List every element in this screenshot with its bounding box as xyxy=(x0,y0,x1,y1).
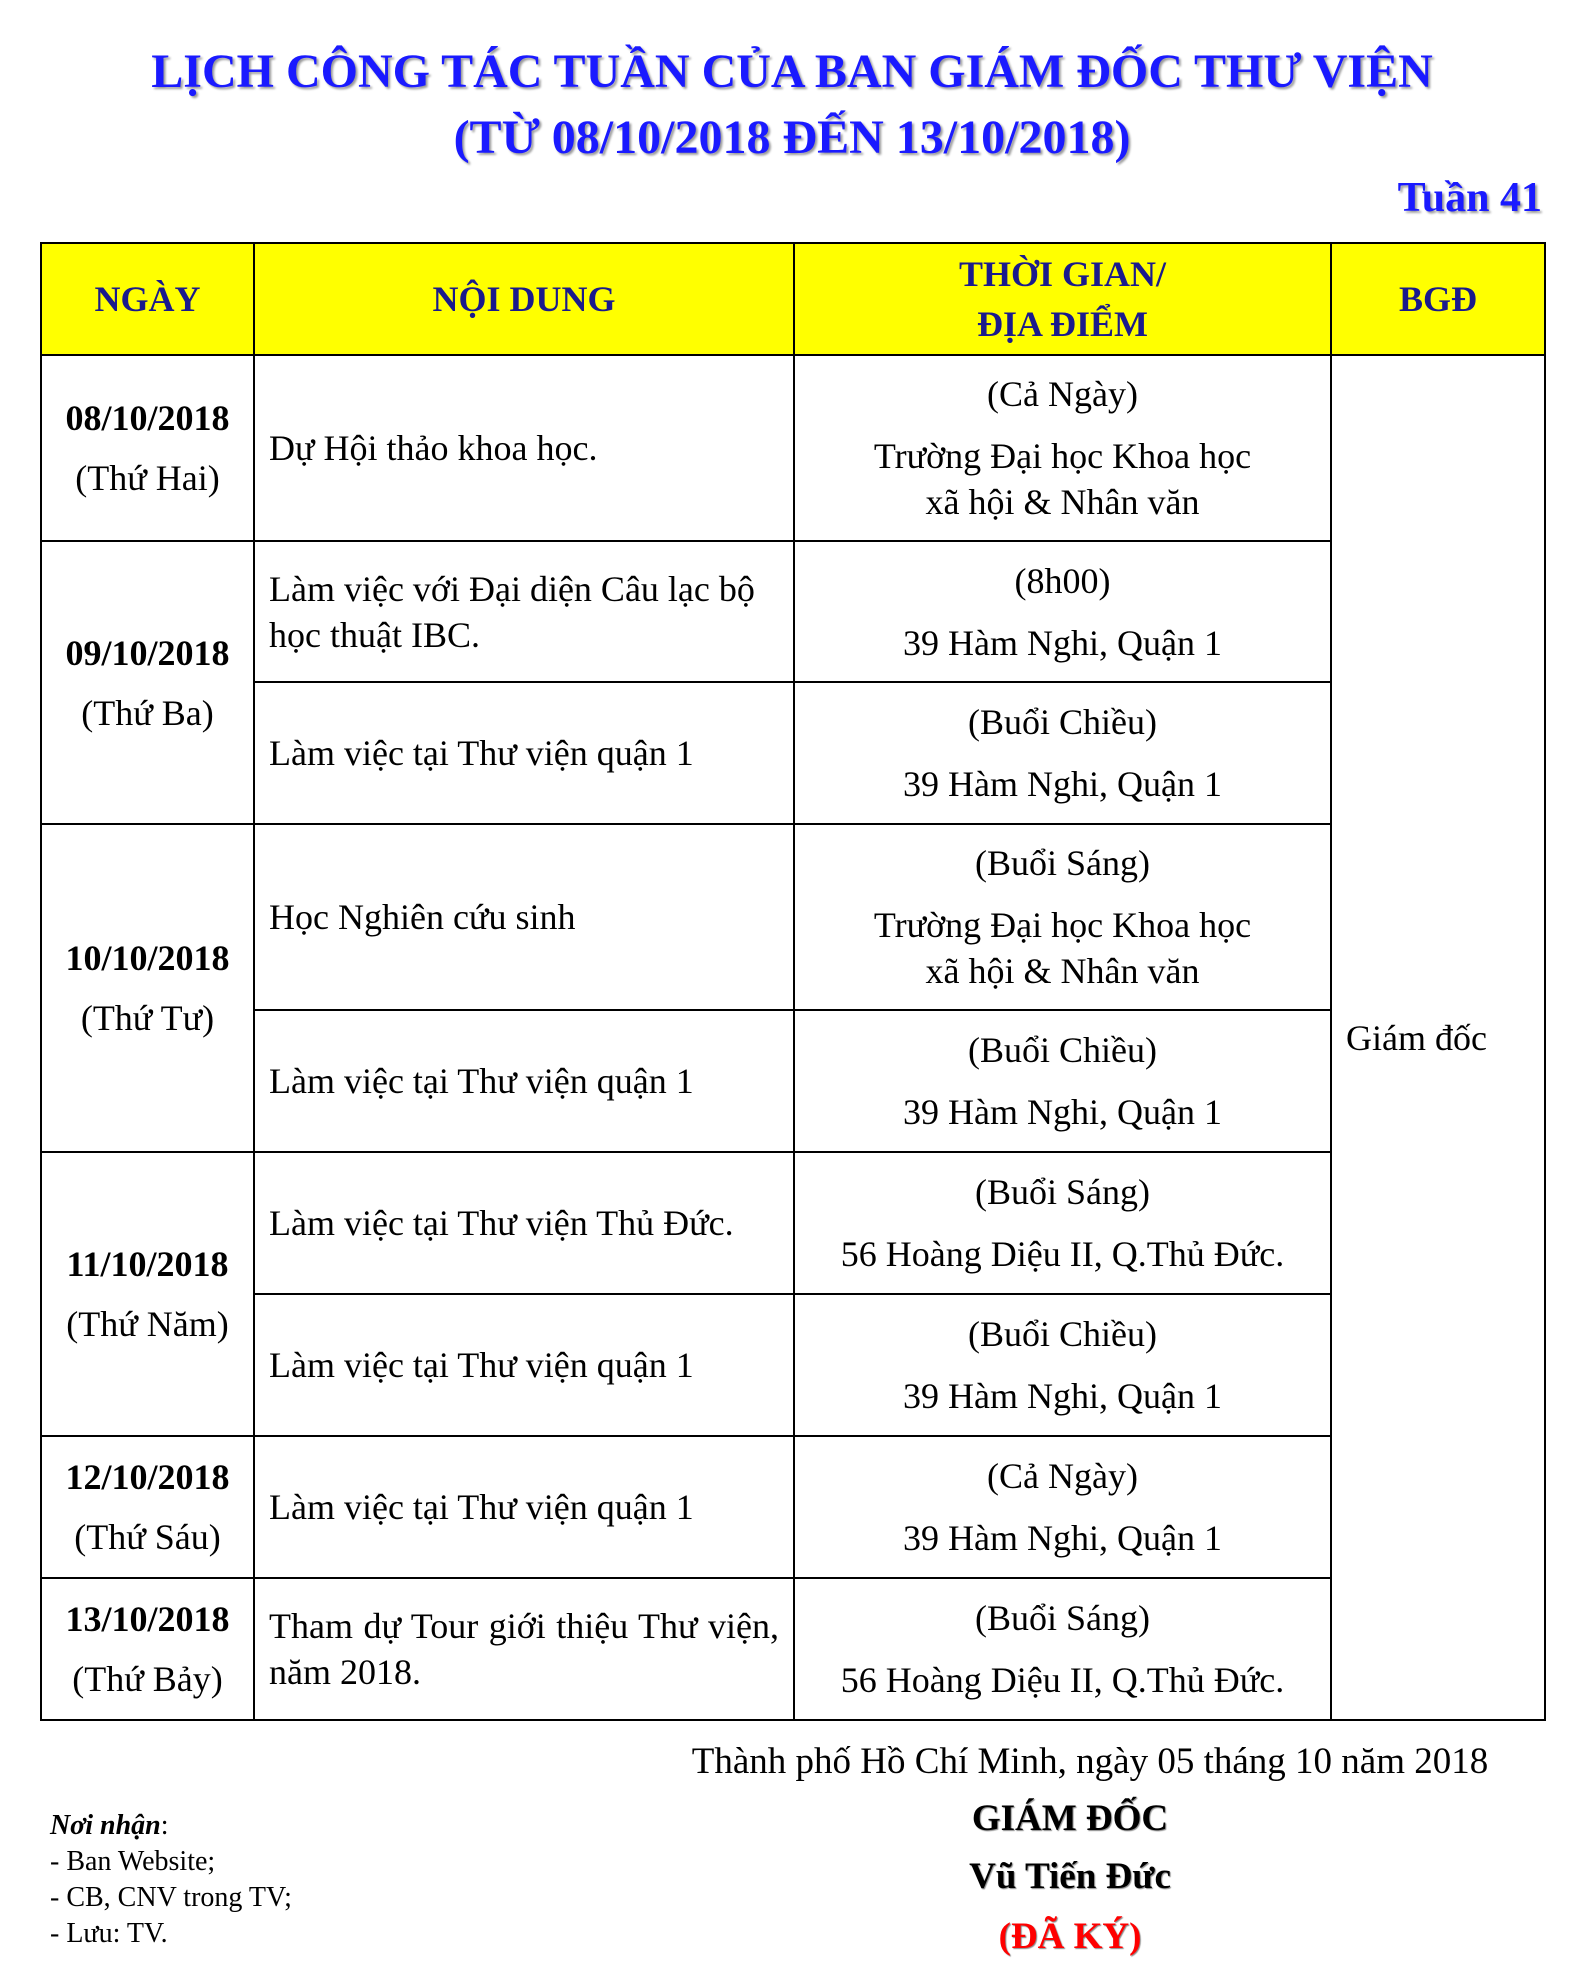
table-row xyxy=(41,1578,1545,1720)
header-time-place xyxy=(794,243,1331,355)
recipient-item: - Ban Website; xyxy=(50,1846,216,1877)
day-weekday: (Thứ Sáu) xyxy=(74,1517,221,1557)
entry-content: Học Nghiên cứu sinh xyxy=(254,824,794,1010)
entry-time: (Buổi Chiều) xyxy=(968,1314,1157,1354)
week-number: Tuần 41 xyxy=(1397,175,1542,221)
table-row xyxy=(41,682,1545,824)
entry-content: Làm việc tại Thư viện quận 1 xyxy=(254,682,794,824)
day-weekday: (Thứ Năm) xyxy=(66,1304,229,1344)
entry-content: Làm việc tại Thư viện quận 1 xyxy=(254,1294,794,1436)
entry-time: (Buổi Sáng) xyxy=(975,1172,1150,1212)
header-content: NỘI DUNG xyxy=(254,243,794,355)
schedule-table xyxy=(40,242,1546,1721)
signer-title: GIÁM ĐỐC xyxy=(971,1798,1169,1839)
day-date: 08/10/2018 xyxy=(65,398,230,438)
entry-time-place xyxy=(794,1436,1331,1578)
day-weekday: (Thứ Ba) xyxy=(81,692,214,733)
entry-time-place xyxy=(794,1294,1331,1436)
table-row xyxy=(41,824,1545,1010)
day-cell xyxy=(41,1578,254,1720)
document-date-range: (TỪ 08/10/2018 ĐẾN 13/10/2018) xyxy=(453,111,1131,164)
entry-content: Làm việc tại Thư viện quận 1 xyxy=(254,1010,794,1152)
day-cell xyxy=(41,1152,254,1436)
entry-time-place xyxy=(794,824,1331,1010)
table-row xyxy=(41,1152,1545,1294)
entry-time-place xyxy=(794,1010,1331,1152)
entry-time: (Buổi Sáng) xyxy=(975,843,1150,883)
table-row xyxy=(41,541,1545,682)
day-cell xyxy=(41,355,254,541)
entry-time: (Buổi Chiều) xyxy=(968,1030,1157,1070)
issue-date-line: Thành phố Hồ Chí Minh, ngày 05 tháng 10 năm 2018 xyxy=(691,1741,1489,1782)
entry-place: 39 Hàm Nghi, Quận 1 xyxy=(903,622,1222,663)
recipients-colon: : xyxy=(160,1810,169,1841)
day-date: 12/10/2018 xyxy=(65,1457,230,1497)
entry-content: Dự Hội thảo khoa học. xyxy=(254,355,794,541)
entry-time-place xyxy=(794,355,1331,541)
table-row xyxy=(41,355,1545,541)
recipients-heading: Nơi nhận xyxy=(50,1810,161,1841)
day-date: 09/10/2018 xyxy=(65,632,230,673)
entry-place: Trường Đại học Khoa học xã hội & Nhân văn xyxy=(873,436,1252,522)
entry-content: Làm việc tại Thư viện Thủ Đức. xyxy=(254,1152,794,1294)
document-title: LỊCH CÔNG TÁC TUẦN CỦA BAN GIÁM ĐỐC THƯ VIỆN xyxy=(151,45,1433,98)
entry-time: (Buổi Chiều) xyxy=(968,702,1157,742)
day-date: 13/10/2018 xyxy=(65,1599,230,1639)
signer-name: Vũ Tiến Đức xyxy=(969,1856,1171,1897)
table-header-row xyxy=(41,243,1545,355)
day-date: 10/10/2018 xyxy=(65,938,230,978)
day-cell xyxy=(41,1436,254,1578)
recipient-item: - Lưu: TV. xyxy=(50,1918,168,1949)
day-weekday: (Thứ Bảy) xyxy=(72,1659,223,1699)
table-row xyxy=(41,1010,1545,1152)
day-weekday: (Thứ Tư) xyxy=(80,998,215,1038)
entry-time-place xyxy=(794,541,1331,682)
entry-place: 56 Hoàng Diệu II, Q.Thủ Đức. xyxy=(840,1234,1285,1274)
entry-time: (Cả Ngày) xyxy=(987,1456,1138,1496)
entry-time-place xyxy=(794,682,1331,824)
entry-time: (Buổi Sáng) xyxy=(975,1598,1150,1638)
table-row xyxy=(41,1294,1545,1436)
table-row xyxy=(41,1436,1545,1578)
entry-time-place xyxy=(794,1578,1331,1720)
entry-content: Làm việc với Đại diện Câu lạc bộ học thuật IBC. xyxy=(254,541,794,682)
entry-content: Tham dự Tour giới thiệu Thư viện, năm 2018. xyxy=(254,1578,794,1720)
day-date: 11/10/2018 xyxy=(66,1244,229,1284)
entry-place: 39 Hàm Nghi, Quận 1 xyxy=(903,1092,1222,1132)
entry-place: 56 Hoàng Diệu II, Q.Thủ Đức. xyxy=(840,1660,1285,1700)
entry-place: Trường Đại học Khoa học xã hội & Nhân văn xyxy=(873,905,1252,991)
entry-place: 39 Hàm Nghi, Quận 1 xyxy=(903,1518,1222,1558)
entry-time: (8h00) xyxy=(1014,560,1111,601)
header-place-label: ĐỊA ĐIỂM xyxy=(976,304,1149,344)
day-cell xyxy=(41,824,254,1152)
entry-content: Làm việc tại Thư viện quận 1 xyxy=(254,1436,794,1578)
day-weekday: (Thứ Hai) xyxy=(75,458,220,498)
recipient-item: - CB, CNV trong TV; xyxy=(50,1882,292,1913)
header-time-label: THỜI GIAN/ xyxy=(958,254,1167,294)
header-day: NGÀY xyxy=(41,243,254,355)
signed-status: (ĐÃ KÝ) xyxy=(998,1916,1142,1957)
header-bgd: BGĐ xyxy=(1331,243,1545,355)
bgd-cell: Giám đốc xyxy=(1331,355,1545,1720)
entry-place: 39 Hàm Nghi, Quận 1 xyxy=(903,764,1222,804)
entry-time-place xyxy=(794,1152,1331,1294)
entry-time: (Cả Ngày) xyxy=(987,374,1138,414)
recipients-block xyxy=(50,1808,292,1952)
entry-place: 39 Hàm Nghi, Quận 1 xyxy=(903,1376,1222,1416)
day-cell xyxy=(41,541,254,824)
